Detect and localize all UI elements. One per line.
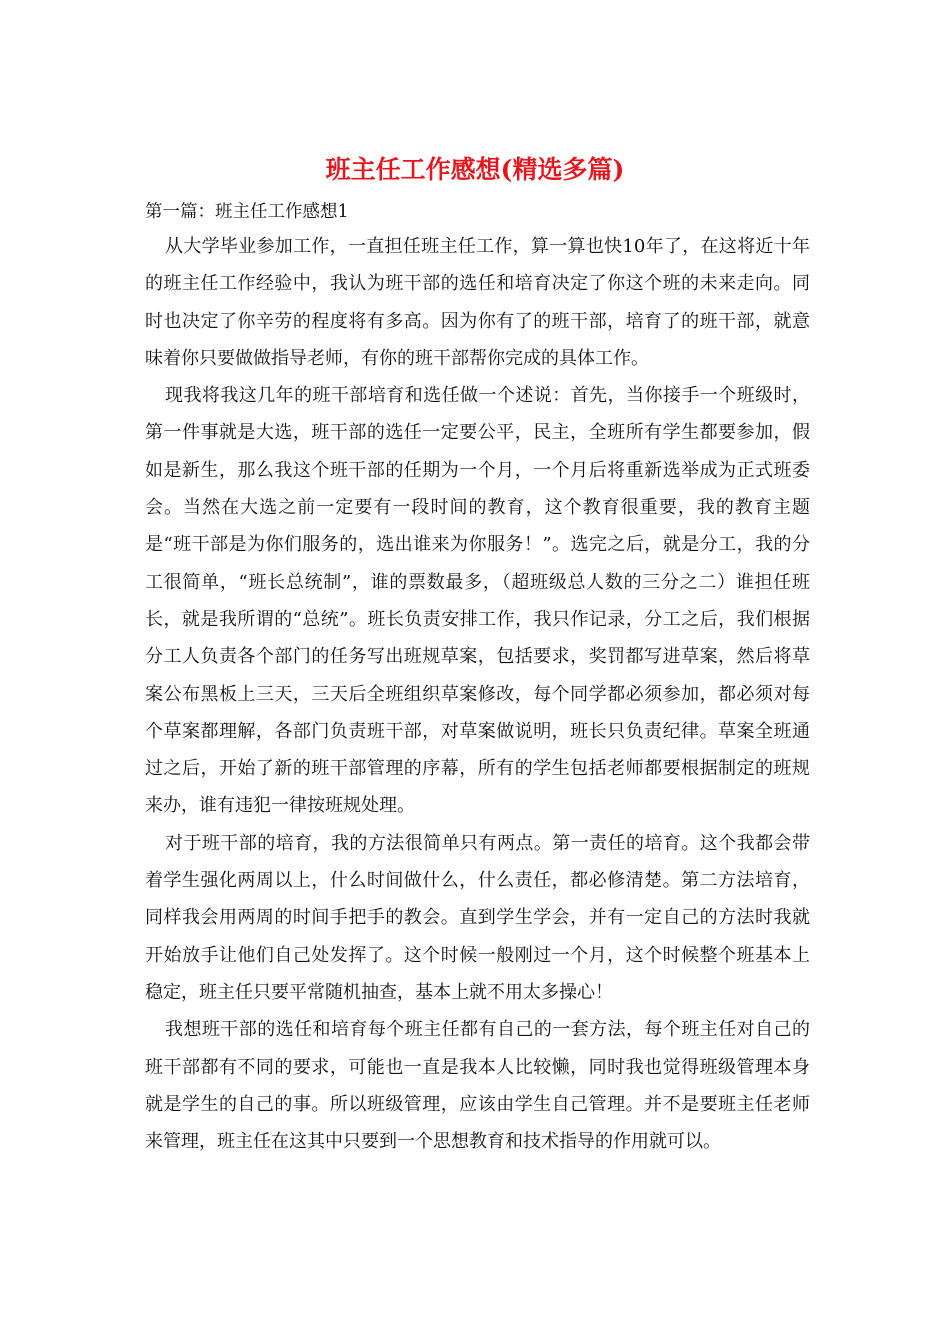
document-body: [145, 228, 810, 1160]
paragraph-2: 现我将我这几年的班干部培育和选任做一个述说：首先，当你接手一个班级时，第一件事就是大选，班干部的选任一定要公平，民主，全班所有学生都要参加，假如是新生，那么我这个班干部的任期为一个月，一个月后将重新选举成为正式班委会。当然在大选之前一定要有一段时间的教育，这个教育很重要，我的教育主题是“班干部是为你们服务的，选出谁来为你服务！”。选完之后，就是分工，我的分工很简单，“班长总统制”，谁的票数最多，（超班级总人数的三分之二）谁担任班长，就是我所谓的“总统”。班长负责安排工作，我只作记录，分工之后，我们根据分工人负责各个部门的任务写出班规草案，包括要求，奖罚都写进草案，然后将草案公布黑板上三天，三天后全班组织草案修改，每个同学都必须参加，都必须对每个草案都理解，各部门负责班干部，对草案做说明，班长只负责纪律。草案全班通过之后，开始了新的班干部管理的序幕，所有的学生包括老师都要根据制定的班规来办，谁有违犯一律按班规处理。: [145, 385, 810, 817]
paragraph-4: 我想班干部的选任和培育每个班主任都有自己的一套方法，每个班主任对自己的班干部都有不同的要求，可能也一直是我本人比较懒，同时我也觉得班级管理本身就是学生的自己的事。所以班级管理，应该由学生自己管理。并不是要班主任老师来管理，班主任在这其中只要到一个思想教育和技术指导的作用就可以。: [145, 1019, 810, 1153]
paragraph-1: 从大学毕业参加工作，一直担任班主任工作，算一算也快10年了，在这将近十年的班主任工作经验中，我认为班干部的选任和培育决定了你这个班的未来走向。同时也决定了你辛劳的程度将有多高。因为你有了的班干部，培育了的班干部，就意味着你只要做做指导老师，有你的班干部帮你完成的具体工作。: [145, 236, 810, 369]
paragraph-3: 对于班干部的培育，我的方法很简单只有两点。第一责任的培育。这个我都会带着学生强化两周以上，什么时间做什么，什么责任，都必修清楚。第二方法培育，同样我会用两周的时间手把手的教会。直到学生学会，并有一定自己的方法时我就开始放手让他们自己处发挥了。这个时候一般刚过一个月，这个时候整个班基本上稳定，班主任只要平常随机抽查，基本上就不用太多操心！: [145, 832, 810, 1003]
document-title: 班主任工作感想(精选多篇): [325, 155, 625, 184]
section-heading: 第一篇：班主任工作感想1: [145, 202, 349, 222]
